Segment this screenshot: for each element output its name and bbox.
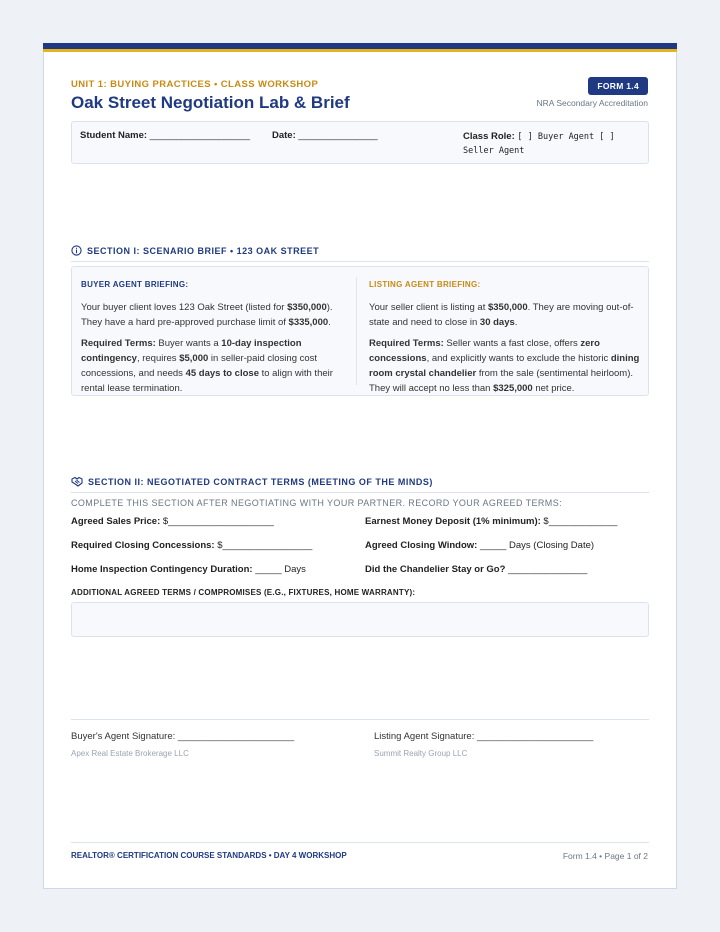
listing-briefing-paragraph-1: Your seller client is listing at $350,000. They are moving out-of-state and need to close in 30 days. <box>369 302 634 328</box>
listing-briefing <box>369 277 641 402</box>
additional-terms-label: ADDITIONAL AGREED TERMS / COMPROMISES (E.G., FIXTURES, HOME WARRANTY): <box>71 588 416 597</box>
top-accent-stripe <box>43 49 677 52</box>
date-field[interactable] <box>272 130 378 141</box>
earnest-money-field[interactable]: Earnest Money Deposit (1% minimum): $_____________ <box>365 516 618 527</box>
buyer-briefing <box>81 277 343 402</box>
agreed-sales-price-field[interactable]: Agreed Sales Price: $____________________ <box>71 516 274 527</box>
student-name-field[interactable] <box>80 130 250 141</box>
scenario-brief-box <box>71 266 649 396</box>
section-1-heading <box>71 245 319 256</box>
footer-page-number: Form 1.4 • Page 1 of 2 <box>562 851 648 861</box>
student-name-line: ___________________ <box>149 130 251 141</box>
buyer-briefing-paragraph-1: Your buyer client loves 123 Oak Street (listed for $350,000). They have a hard pre-approved purchase limit of $335,000. <box>81 302 333 328</box>
closing-concessions-field[interactable]: Required Closing Concessions: $_________________ <box>71 540 313 551</box>
footer-rule <box>71 842 649 843</box>
briefing-divider <box>356 277 357 385</box>
chandelier-field[interactable]: Did the Chandelier Stay or Go? _______________ <box>365 564 588 575</box>
class-role-option-seller[interactable]: Seller Agent <box>463 146 525 156</box>
signature-rule <box>71 719 649 720</box>
listing-briefing-heading: LISTING AGENT BRIEFING: <box>369 280 481 289</box>
closing-window-field[interactable]: Agreed Closing Window: _____ Days (Closing Date) <box>365 540 595 551</box>
buyer-agent-signature[interactable]: Buyer's Agent Signature: ______________________ <box>71 731 295 742</box>
date-label: Date: <box>272 130 296 141</box>
page-title: Oak Street Negotiation Lab & Brief <box>71 93 350 112</box>
class-role-label: Class Role: <box>463 131 515 142</box>
section-2-heading <box>71 476 433 487</box>
buyer-briefing-heading: BUYER AGENT BRIEFING: <box>81 280 189 289</box>
date-line: _______________ <box>298 130 378 141</box>
inspection-duration-field[interactable]: Home Inspection Contingency Duration: _____ Days <box>71 564 306 575</box>
accreditation-label: NRA Secondary Accreditation <box>536 98 648 108</box>
class-role-options[interactable]: [ ] Buyer Agent [ ] <box>517 132 615 142</box>
handshake-icon <box>71 476 83 487</box>
form-badge: FORM 1.4 <box>588 77 648 95</box>
listing-agent-signature[interactable]: Listing Agent Signature: ______________________ <box>374 731 594 742</box>
worksheet-page <box>43 43 677 889</box>
student-info-box <box>71 121 649 164</box>
student-name-label: Student Name: <box>80 130 148 141</box>
section-2-title: SECTION II: NEGOTIATED CONTRACT TERMS (MEETING OF THE MINDS) <box>88 476 433 487</box>
listing-agent-firm: Summit Realty Group LLC <box>374 749 468 758</box>
additional-terms-input[interactable] <box>71 602 649 637</box>
buyer-agent-firm: Apex Real Estate Brokerage LLC <box>71 749 189 758</box>
unit-label: UNIT 1: BUYING PRACTICES • CLASS WORKSHOP <box>71 79 319 90</box>
class-role-field[interactable] <box>463 130 615 158</box>
section-1-rule <box>71 261 649 262</box>
buyer-briefing-paragraph-2: Required Terms: Buyer wants a 10-day inspection contingency, requires $5,000 in seller-paid closing cost concessions, and needs 45 days to close to align with their rental lease termination. <box>81 338 333 394</box>
footer-standards: REALTOR® CERTIFICATION COURSE STANDARDS • DAY 4 WORKSHOP <box>71 851 347 860</box>
section-1-title: SECTION I: SCENARIO BRIEF • 123 OAK STREET <box>87 245 320 256</box>
info-icon <box>71 245 82 256</box>
listing-briefing-paragraph-2: Required Terms: Seller wants a fast close, offers zero concessions, and explicitly wants to exclude the historic dining room crystal chandelier from the sale (sentimental heirloom). They will accept no less than $325,000 net price. <box>369 338 640 394</box>
section-2-rule <box>71 492 649 493</box>
section-2-instructions: COMPLETE THIS SECTION AFTER NEGOTIATING WITH YOUR PARTNER. RECORD YOUR AGREED TERMS: <box>71 498 562 508</box>
